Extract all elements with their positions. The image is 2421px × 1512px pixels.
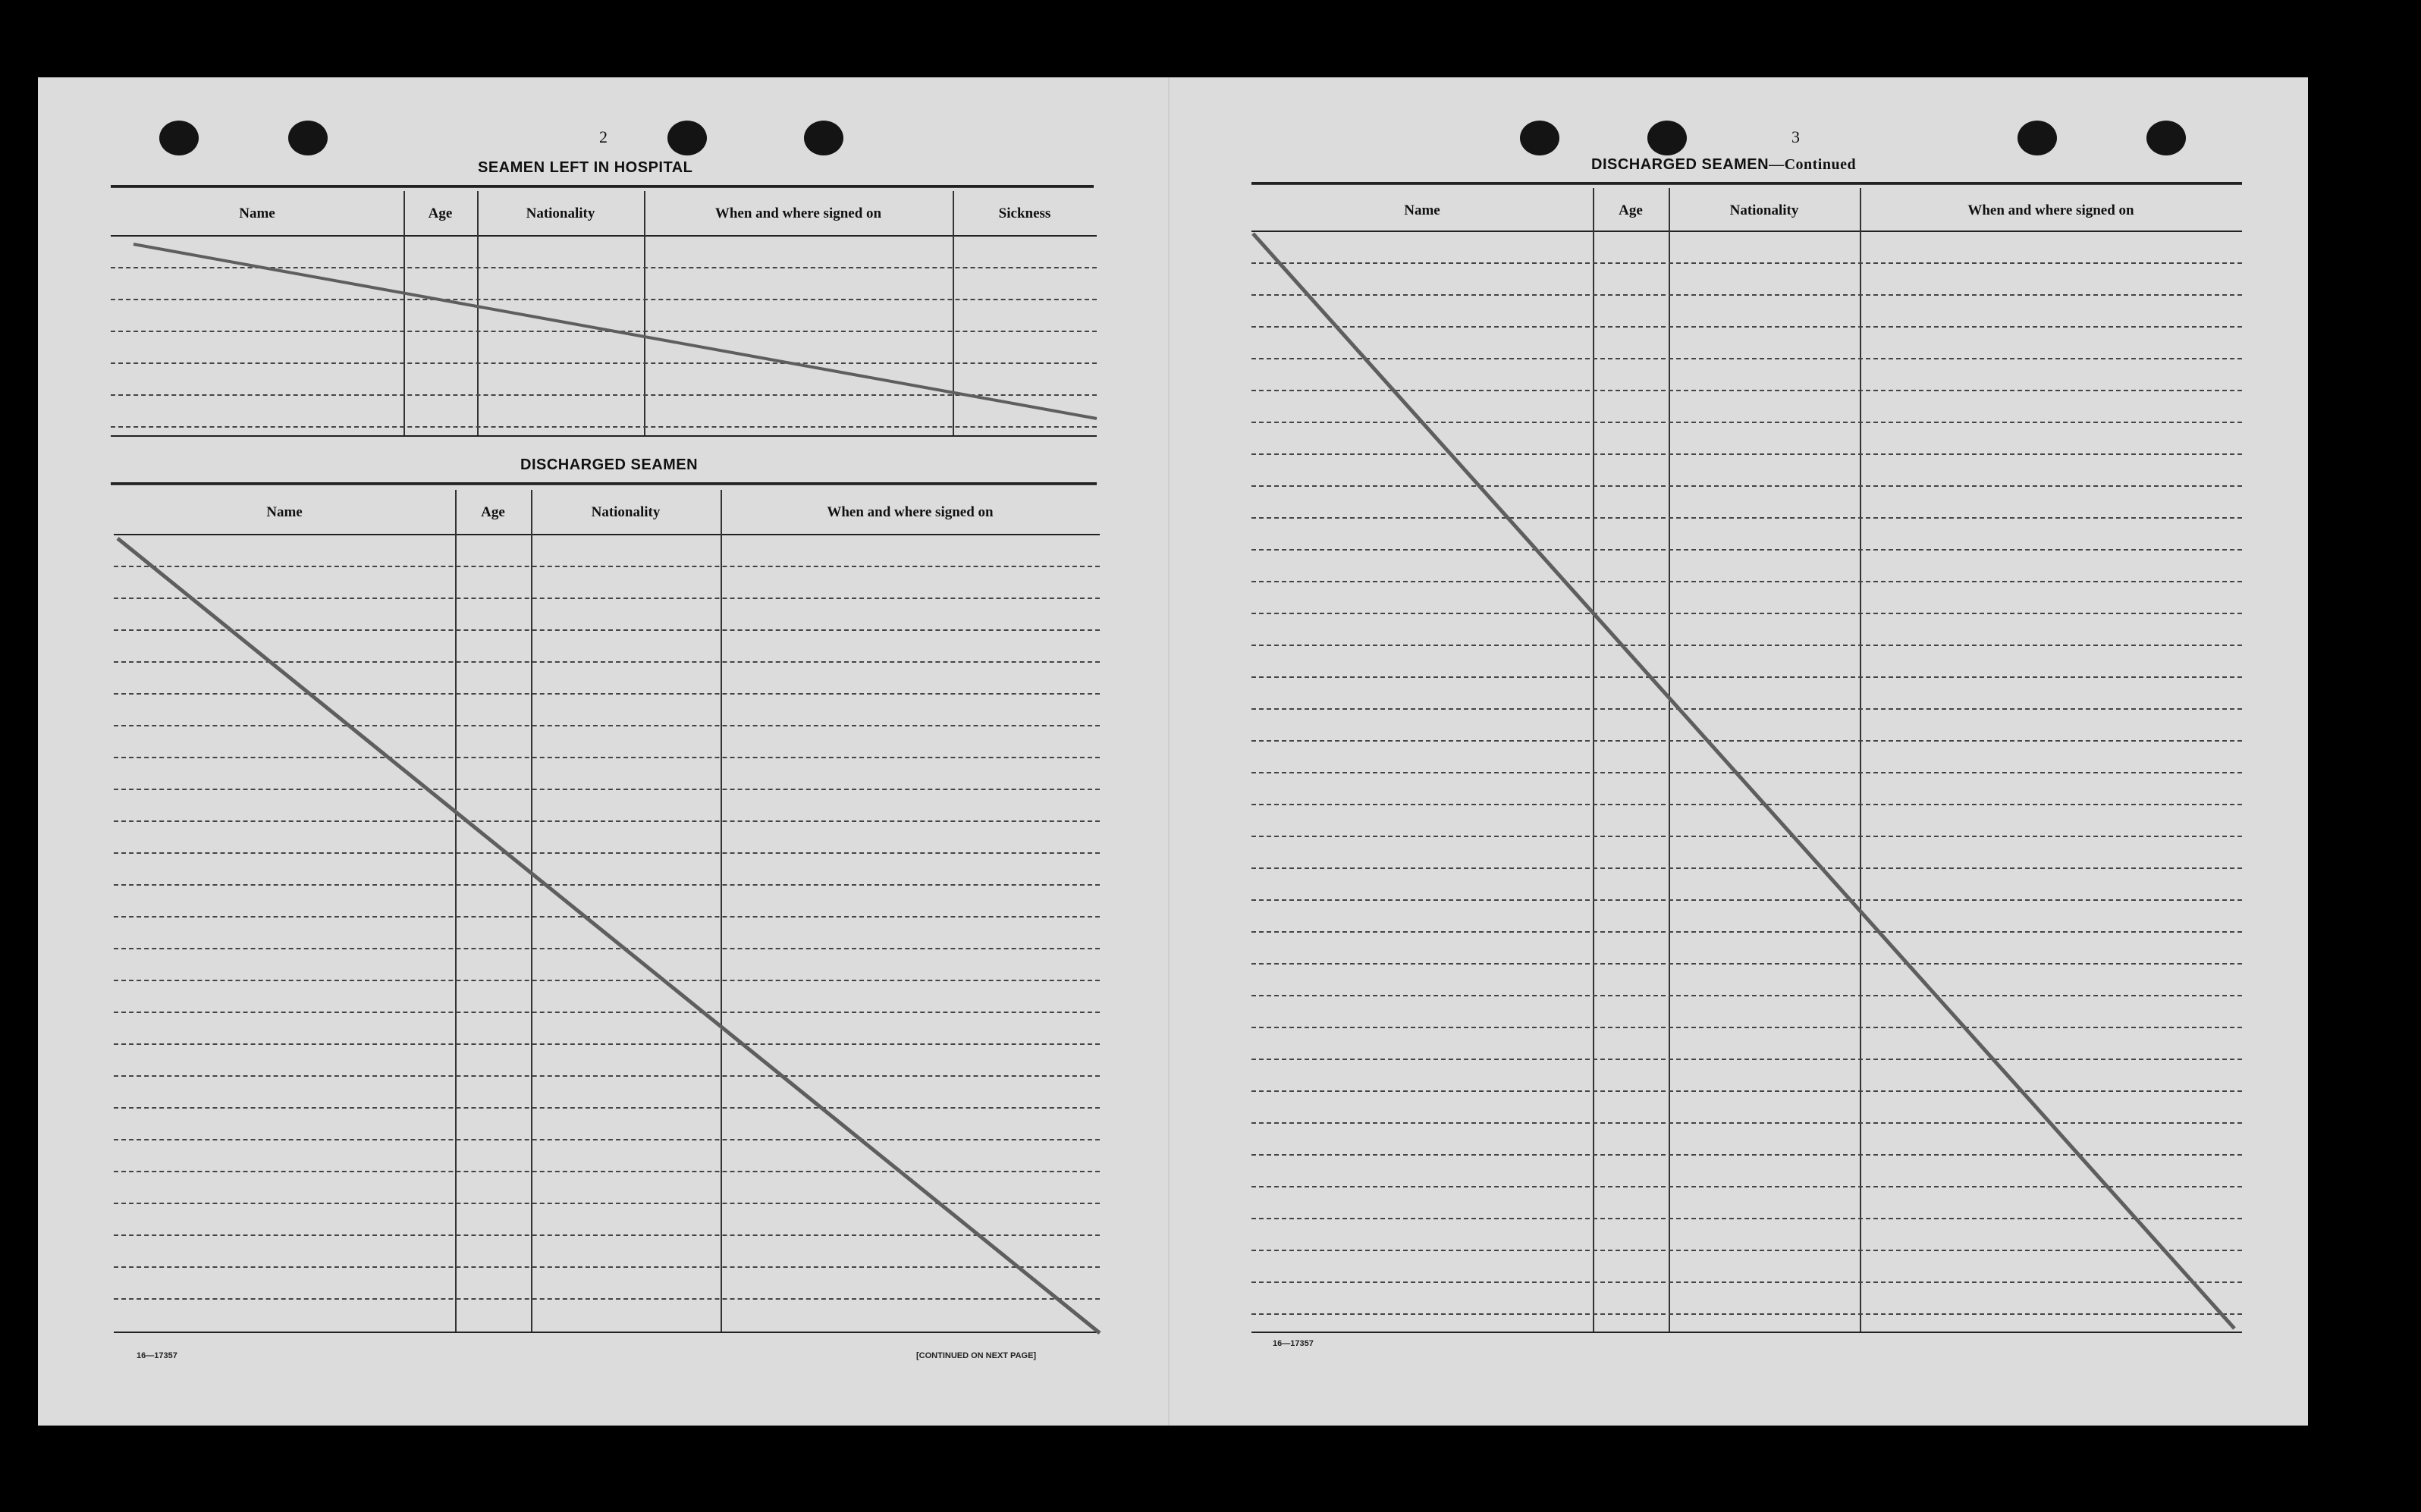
- discharged-section-title: DISCHARGED SEAMEN: [520, 456, 699, 473]
- col-header-name: Name: [1404, 202, 1440, 218]
- form-number: 16—17357: [1273, 1339, 1314, 1348]
- punch-hole: [1520, 121, 1559, 155]
- document-sheet: [38, 77, 2308, 1426]
- cancel-line: [1251, 188, 2242, 1341]
- punch-hole: [804, 121, 843, 155]
- col-header-name: Name: [266, 504, 303, 520]
- col-header-nationality: Nationality: [526, 205, 595, 221]
- col-header-age: Age: [481, 504, 505, 520]
- col-header-signed-on: When and where signed on: [714, 205, 882, 221]
- punch-hole: [2146, 121, 2186, 155]
- section-rule: [111, 185, 1094, 188]
- continued-note: [CONTINUED ON NEXT PAGE]: [916, 1351, 1037, 1360]
- discharged-table: [114, 490, 1100, 1423]
- right-page: [1168, 77, 2310, 1426]
- col-header-nationality: Nationality: [1729, 202, 1799, 218]
- section-title-main: DISCHARGED SEAMEN: [1591, 156, 1769, 173]
- col-header-sickness: Sickness: [998, 205, 1051, 221]
- page-number: 3: [1791, 127, 1800, 146]
- punch-hole: [2018, 121, 2057, 155]
- punch-hole: [159, 121, 199, 155]
- col-header-age: Age: [428, 205, 453, 221]
- cancel-line: [111, 191, 1097, 441]
- punch-hole: [288, 121, 328, 155]
- col-header-signed-on: When and where signed on: [827, 504, 994, 520]
- cancel-line: [114, 490, 1100, 1423]
- section-rule: [111, 482, 1097, 485]
- section-title-continued: —Continued: [1769, 156, 1857, 173]
- hospital-table: [111, 191, 1097, 441]
- section-rule: [1251, 182, 2242, 185]
- form-number: 16—17357: [137, 1351, 177, 1360]
- punch-hole: [667, 121, 707, 155]
- col-header-name: Name: [239, 205, 275, 221]
- discharged-continued-table: [1251, 188, 2242, 1341]
- page-number: 2: [599, 127, 608, 146]
- left-page: [38, 77, 1168, 1426]
- col-header-age: Age: [1619, 202, 1643, 218]
- punch-hole: [1647, 121, 1687, 155]
- hospital-section-title: SEAMEN LEFT IN HOSPITAL: [478, 159, 693, 176]
- col-header-nationality: Nationality: [591, 504, 661, 520]
- discharged-continued-title: [1591, 156, 1856, 174]
- col-header-signed-on: When and where signed on: [1967, 202, 2134, 218]
